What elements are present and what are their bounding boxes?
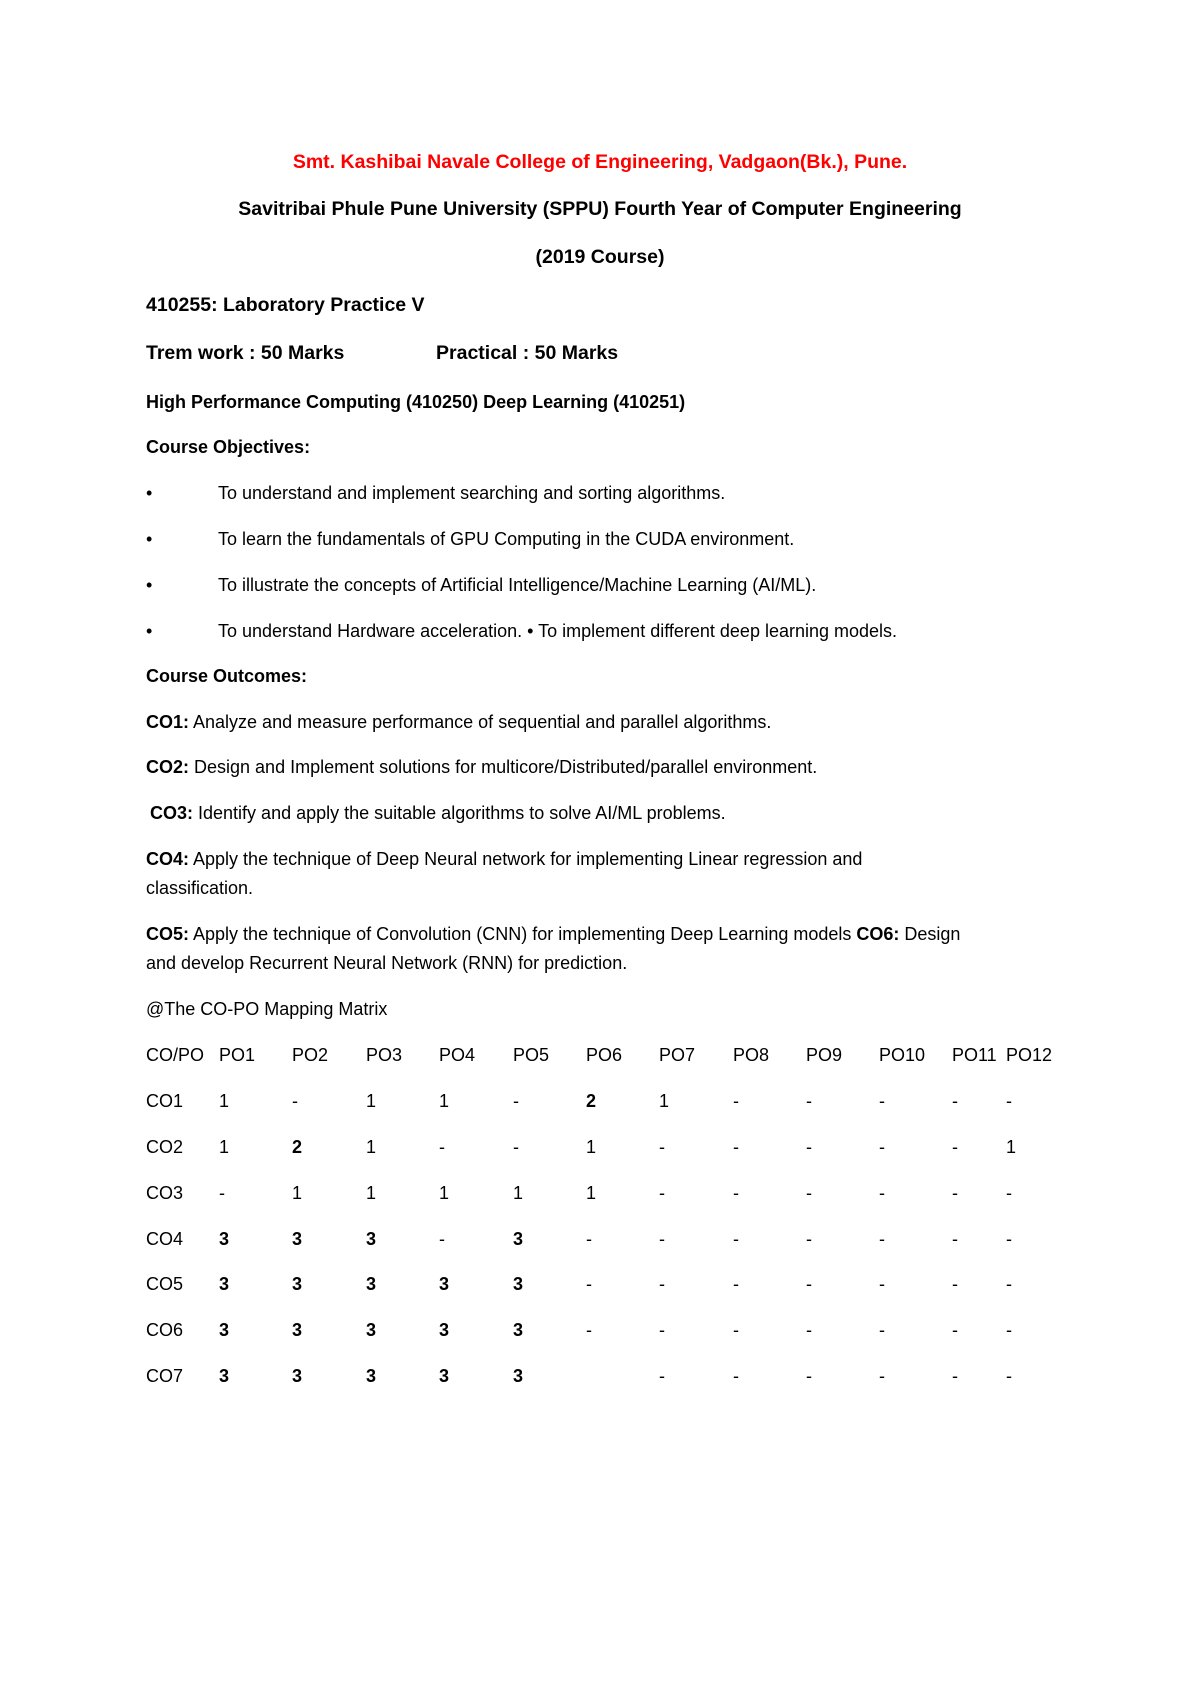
matrix-row-label: CO1 <box>146 1091 184 1111</box>
matrix-header-cell: PO9 <box>806 1045 843 1065</box>
outcomes-heading: Course Outcomes: <box>146 666 308 686</box>
objective-item: To understand and implement searching and sorting algorithms. <box>218 483 726 503</box>
matrix-cell: - <box>733 1229 739 1249</box>
matrix-cell: 3 <box>292 1274 303 1294</box>
matrix-cell: - <box>292 1091 298 1111</box>
matrix-cell: - <box>659 1366 665 1386</box>
matrix-cell: - <box>806 1229 812 1249</box>
matrix-cell: - <box>1006 1091 1012 1111</box>
bullet-icon: • <box>146 529 153 549</box>
outcome-text: Design and Implement solutions for multicore/Distributed/parallel environment. <box>189 757 818 777</box>
outcome-text: Apply the technique of Convolution (CNN) for implementing Deep Learning models <box>189 924 857 944</box>
matrix-cell: - <box>659 1137 665 1157</box>
matrix-cell: - <box>879 1366 885 1386</box>
matrix-header-cell: PO11 <box>952 1045 997 1065</box>
matrix-cell: 3 <box>513 1274 524 1294</box>
outcome-label: CO2: <box>146 757 190 777</box>
outcome-co2 <box>146 756 817 778</box>
matrix-cell: 1 <box>439 1183 450 1203</box>
matrix-row-label: CO3 <box>146 1183 184 1203</box>
matrix-cell: 1 <box>659 1091 670 1111</box>
matrix-cell: - <box>1006 1366 1012 1386</box>
matrix-cell: 1 <box>366 1091 377 1111</box>
matrix-cell: - <box>806 1137 812 1157</box>
matrix-cell: - <box>733 1137 739 1157</box>
matrix-cell: 3 <box>292 1366 303 1386</box>
matrix-cell: 3 <box>219 1229 230 1249</box>
matrix-cell: - <box>806 1274 812 1294</box>
matrix-cell: - <box>513 1091 519 1111</box>
matrix-cell: 3 <box>439 1320 450 1340</box>
matrix-cell: 1 <box>586 1183 597 1203</box>
matrix-cell: - <box>879 1183 885 1203</box>
matrix-header-cell: PO3 <box>366 1045 403 1065</box>
matrix-cell: 3 <box>513 1366 524 1386</box>
matrix-row-label: CO6 <box>146 1320 184 1340</box>
matrix-cell: 3 <box>513 1320 524 1340</box>
matrix-cell: - <box>879 1320 885 1340</box>
outcome-co5 <box>146 923 960 945</box>
matrix-cell: 1 <box>366 1183 377 1203</box>
outcome-text: Identify and apply the suitable algorithms to solve AI/ML problems. <box>193 803 726 823</box>
termwork-marks: Trem work : 50 Marks <box>146 342 345 364</box>
matrix-cell: - <box>952 1366 958 1386</box>
matrix-cell: - <box>879 1229 885 1249</box>
outcome-text: Analyze and measure performance of sequential and parallel algorithms. <box>189 712 772 732</box>
matrix-header-cell: PO1 <box>219 1045 256 1065</box>
matrix-header-cell: PO4 <box>439 1045 476 1065</box>
outcome-label: CO6: <box>856 924 900 944</box>
matrix-cell: 3 <box>366 1366 377 1386</box>
matrix-cell: - <box>586 1229 592 1249</box>
matrix-cell: - <box>733 1183 739 1203</box>
matrix-header-cell: PO10 <box>879 1045 926 1065</box>
matrix-cell: 1 <box>513 1183 524 1203</box>
matrix-row-label: CO2 <box>146 1137 184 1157</box>
matrix-header-cell: PO2 <box>292 1045 329 1065</box>
matrix-cell: - <box>659 1274 665 1294</box>
matrix-cell: - <box>659 1183 665 1203</box>
outcome-co4-continued: classification. <box>146 878 254 898</box>
objective-item: To learn the fundamentals of GPU Computing in the CUDA environment. <box>218 529 795 549</box>
matrix-cell: 1 <box>366 1137 377 1157</box>
matrix-row-label: CO7 <box>146 1366 184 1386</box>
matrix-header-cell: PO5 <box>513 1045 550 1065</box>
matrix-caption: @The CO-PO Mapping Matrix <box>146 999 388 1019</box>
course-year: (2019 Course) <box>535 246 665 268</box>
matrix-cell: - <box>733 1274 739 1294</box>
bullet-icon: • <box>146 621 153 641</box>
outcome-label: CO4: <box>146 849 190 869</box>
matrix-cell: 1 <box>219 1137 230 1157</box>
matrix-cell: 3 <box>366 1274 377 1294</box>
outcome-label: CO1: <box>146 712 190 732</box>
outcome-label: CO5: <box>146 924 190 944</box>
matrix-cell: - <box>952 1320 958 1340</box>
matrix-header-cell: PO12 <box>1006 1045 1053 1065</box>
bullet-icon: • <box>146 575 153 595</box>
matrix-cell: - <box>513 1137 519 1157</box>
matrix-cell: 3 <box>366 1229 377 1249</box>
matrix-cell: - <box>219 1183 225 1203</box>
matrix-cell: - <box>733 1366 739 1386</box>
objective-item: To illustrate the concepts of Artificial Intelligence/Machine Learning (AI/ML). <box>218 575 817 595</box>
matrix-cell: 1 <box>219 1091 230 1111</box>
matrix-cell: 3 <box>219 1320 230 1340</box>
matrix-cell: - <box>879 1137 885 1157</box>
outcome-text: Design <box>899 924 961 944</box>
matrix-cell: - <box>952 1274 958 1294</box>
matrix-cell: - <box>586 1274 592 1294</box>
objective-item: To understand Hardware acceleration. • To implement different deep learning models. <box>218 621 898 641</box>
matrix-cell: - <box>439 1137 445 1157</box>
matrix-cell: - <box>806 1091 812 1111</box>
matrix-cell: - <box>1006 1183 1012 1203</box>
matrix-cell: - <box>952 1183 958 1203</box>
matrix-cell: 3 <box>439 1274 450 1294</box>
matrix-cell: - <box>1006 1229 1012 1249</box>
matrix-cell: 3 <box>219 1366 230 1386</box>
matrix-cell: - <box>733 1320 739 1340</box>
matrix-cell: - <box>952 1091 958 1111</box>
matrix-header-cell: PO7 <box>659 1045 696 1065</box>
outcome-co3 <box>150 802 726 824</box>
matrix-cell: - <box>1006 1274 1012 1294</box>
matrix-cell: 2 <box>586 1091 597 1111</box>
university-title: Savitribai Phule Pune University (SPPU) Fourth Year of Computer Engineering <box>238 198 962 220</box>
subjects-line: High Performance Computing (410250) Deep Learning (410251) <box>146 392 686 412</box>
practical-marks: Practical : 50 Marks <box>436 342 619 364</box>
outcome-text: Apply the technique of Deep Neural network for implementing Linear regression and <box>189 849 863 869</box>
matrix-cell: 3 <box>439 1366 450 1386</box>
outcome-label: CO3: <box>150 803 194 823</box>
matrix-cell: 3 <box>366 1320 377 1340</box>
matrix-row-label: CO4 <box>146 1229 184 1249</box>
matrix-cell: - <box>659 1320 665 1340</box>
objectives-heading: Course Objectives: <box>146 437 311 457</box>
matrix-cell: 1 <box>1006 1137 1017 1157</box>
matrix-header-cell: PO6 <box>586 1045 623 1065</box>
matrix-cell: 2 <box>292 1137 303 1157</box>
matrix-cell: - <box>952 1137 958 1157</box>
matrix-cell: - <box>806 1320 812 1340</box>
matrix-cell: - <box>733 1091 739 1111</box>
matrix-cell: 3 <box>219 1274 230 1294</box>
matrix-cell: - <box>659 1229 665 1249</box>
matrix-row-label: CO5 <box>146 1274 184 1294</box>
bullet-icon: • <box>146 483 153 503</box>
outcome-co4 <box>146 848 862 870</box>
matrix-cell: 3 <box>292 1320 303 1340</box>
matrix-header-cell: PO8 <box>733 1045 770 1065</box>
matrix-cell: 3 <box>292 1229 303 1249</box>
matrix-cell: 1 <box>439 1091 450 1111</box>
matrix-cell: - <box>952 1229 958 1249</box>
matrix-cell: - <box>1006 1320 1012 1340</box>
matrix-cell: 1 <box>586 1137 597 1157</box>
matrix-cell: - <box>879 1274 885 1294</box>
matrix-cell: 3 <box>513 1229 524 1249</box>
matrix-header-cell: CO/PO <box>146 1045 205 1065</box>
outcome-co1 <box>146 711 771 733</box>
matrix-cell: - <box>806 1183 812 1203</box>
matrix-cell: 1 <box>292 1183 303 1203</box>
matrix-cell: - <box>806 1366 812 1386</box>
outcome-co6-continued: and develop Recurrent Neural Network (RNN) for prediction. <box>146 953 628 973</box>
subject-title: 410255: Laboratory Practice V <box>146 294 425 316</box>
matrix-cell: - <box>879 1091 885 1111</box>
matrix-cell: - <box>439 1229 445 1249</box>
matrix-cell: - <box>586 1320 592 1340</box>
college-name: Smt. Kashibai Navale College of Engineering, Vadgaon(Bk.), Pune. <box>292 151 908 173</box>
